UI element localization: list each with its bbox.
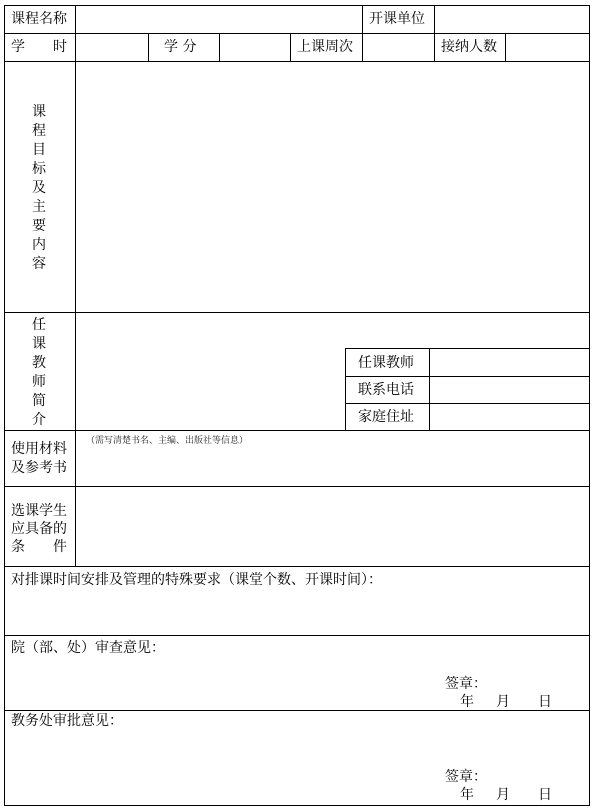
- prereq-field[interactable]: [76, 487, 589, 566]
- course-name-label: 课程名称: [11, 11, 67, 27]
- goals-field[interactable]: [76, 62, 589, 312]
- hours-label: 学 时: [11, 39, 67, 55]
- goals-char: 主: [32, 199, 46, 215]
- academic-date-month: 月: [496, 787, 510, 803]
- dept-label: 开课单位: [369, 11, 425, 27]
- prereq-label-2: 应具备的: [11, 521, 67, 537]
- dept-date-day: 日: [538, 694, 552, 710]
- dept-date-year: 年: [460, 694, 474, 710]
- teacher-intro-char: 课: [32, 336, 46, 352]
- academic-review-field[interactable]: [5, 732, 435, 782]
- hours-field[interactable]: [76, 34, 148, 61]
- r2-col-6: [434, 33, 435, 61]
- teacher-label: 任课教师: [358, 355, 414, 371]
- materials-label-2: 及参考书: [11, 460, 67, 476]
- r1-col-2: [362, 5, 363, 33]
- dept-field[interactable]: [435, 6, 589, 33]
- row-divider-4: [4, 430, 590, 431]
- prereq-label-1: 选课学生: [11, 503, 67, 519]
- course-name-field[interactable]: [76, 6, 362, 33]
- materials-hint: （需写清楚书名、主编、出版社等信息）: [86, 436, 249, 446]
- credits-field[interactable]: [220, 34, 290, 61]
- goals-char: 要: [32, 218, 46, 234]
- credits-label: 学 分: [164, 39, 197, 55]
- teacher-field[interactable]: [430, 349, 589, 376]
- teacher-intro-char: 简: [32, 393, 46, 409]
- prereq-label-3: 条 件: [11, 539, 67, 555]
- r2-col-2: [148, 33, 149, 61]
- goals-char: 及: [32, 180, 46, 196]
- goals-char: 程: [32, 123, 46, 139]
- goals-char: 标: [32, 161, 46, 177]
- teacher-intro-char: 任: [32, 317, 46, 333]
- row-divider-8: [4, 710, 590, 711]
- teacher-intro-field[interactable]: [76, 313, 345, 430]
- dept-sign-label: 签章：: [445, 676, 487, 692]
- teacher-intro-label: [31, 316, 47, 430]
- dept-review-label: 院（部、处）审查意见：: [11, 640, 165, 656]
- weeks-label: 上课周次: [297, 39, 353, 55]
- materials-field[interactable]: [76, 445, 589, 486]
- teacher-intro-char: 师: [32, 374, 46, 390]
- goals-label: [31, 103, 47, 274]
- r2-col-4: [290, 33, 291, 61]
- address-label: 家庭住址: [358, 409, 414, 425]
- phone-label: 联系电话: [358, 382, 414, 398]
- academic-sign-label: 签章：: [445, 769, 487, 785]
- dept-review-field[interactable]: [5, 658, 435, 708]
- goals-char: 目: [32, 142, 46, 158]
- goals-char: 内: [32, 237, 46, 253]
- teacher-col-left: [345, 348, 346, 430]
- phone-field[interactable]: [430, 377, 589, 403]
- capacity-label: 接纳人数: [441, 39, 497, 55]
- goals-char: 容: [32, 256, 46, 272]
- academic-date-year: 年: [460, 787, 474, 803]
- teacher-intro-char: 教: [32, 355, 46, 371]
- dept-date-month: 月: [496, 694, 510, 710]
- weeks-field[interactable]: [363, 34, 434, 61]
- schedule-req-field[interactable]: [5, 592, 589, 635]
- materials-label-1: 使用材料: [11, 441, 67, 457]
- row-divider-6: [4, 566, 590, 567]
- academic-review-label: 教务处审批意见：: [11, 713, 123, 729]
- goals-char: 课: [32, 104, 46, 120]
- address-field[interactable]: [430, 404, 589, 430]
- teacher-intro-char: 介: [32, 412, 46, 428]
- row-divider-7: [4, 635, 590, 636]
- schedule-req-label: 对排课时间安排及管理的特殊要求（课堂个数、开课时间）：: [11, 572, 382, 588]
- academic-date-day: 日: [538, 787, 552, 803]
- capacity-field[interactable]: [506, 34, 589, 61]
